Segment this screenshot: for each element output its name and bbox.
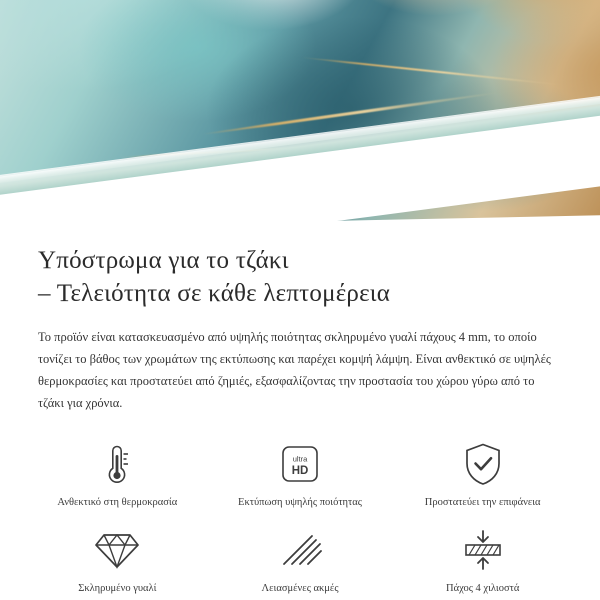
svg-text:HD: HD bbox=[291, 465, 309, 477]
feature-item-surface-protection bbox=[391, 438, 574, 510]
page-title-line-2: – Τελειότητα σε κάθε λεπτομέρεια bbox=[38, 280, 391, 307]
feature-item-temperature bbox=[26, 438, 209, 510]
feature-label: Σκληρυμένο γυαλί bbox=[78, 583, 157, 594]
svg-text:ultra: ultra bbox=[292, 454, 308, 464]
description-paragraph: Το προϊόν είναι κατασκευασμένο από υψηλής ποιότητας σκληρυμένο γυαλί πάχους 4 mm, το οποίο τονίζει το βάθος των χρωμάτων της εκτύπωσης και παρέχει κομψή λάμψη. Είναι ανθεκτικό σε υψηλές θερμοκρασίες και προστατεύει από ζημιές, εξασφαλίζοντας την προστασία του χώρου γύρω από το τζάκι για χρόνια. bbox=[38, 330, 551, 410]
polished-edges-icon bbox=[274, 524, 326, 576]
thermometer-icon bbox=[91, 438, 143, 490]
feature-label: Προστατεύει την επιφάνεια bbox=[424, 497, 541, 508]
feature-item-tempered-glass bbox=[26, 524, 209, 596]
feature-label: Ανθεκτικό στη θερμοκρασία bbox=[57, 497, 178, 508]
shield-check-icon bbox=[457, 438, 509, 490]
feature-item-polished-edges bbox=[209, 524, 392, 596]
hero-image bbox=[0, 0, 600, 222]
feature-label: Εκτύπωση υψηλής ποιότητας bbox=[238, 497, 362, 508]
feature-grid bbox=[0, 414, 600, 596]
diamond-icon bbox=[91, 524, 143, 576]
feature-item-print-quality bbox=[209, 438, 392, 510]
ultra-hd-icon bbox=[274, 438, 326, 490]
page-title-line-1: Υπόστρωμα για το τζάκι bbox=[38, 247, 289, 274]
feature-label: Πάχος 4 χιλιοστά bbox=[446, 583, 520, 594]
page-title bbox=[38, 244, 562, 310]
thickness-arrows-icon bbox=[457, 524, 509, 576]
feature-label: Λειασμένες ακμές bbox=[261, 583, 339, 594]
text-content bbox=[0, 222, 600, 414]
feature-item-thickness bbox=[391, 524, 574, 596]
